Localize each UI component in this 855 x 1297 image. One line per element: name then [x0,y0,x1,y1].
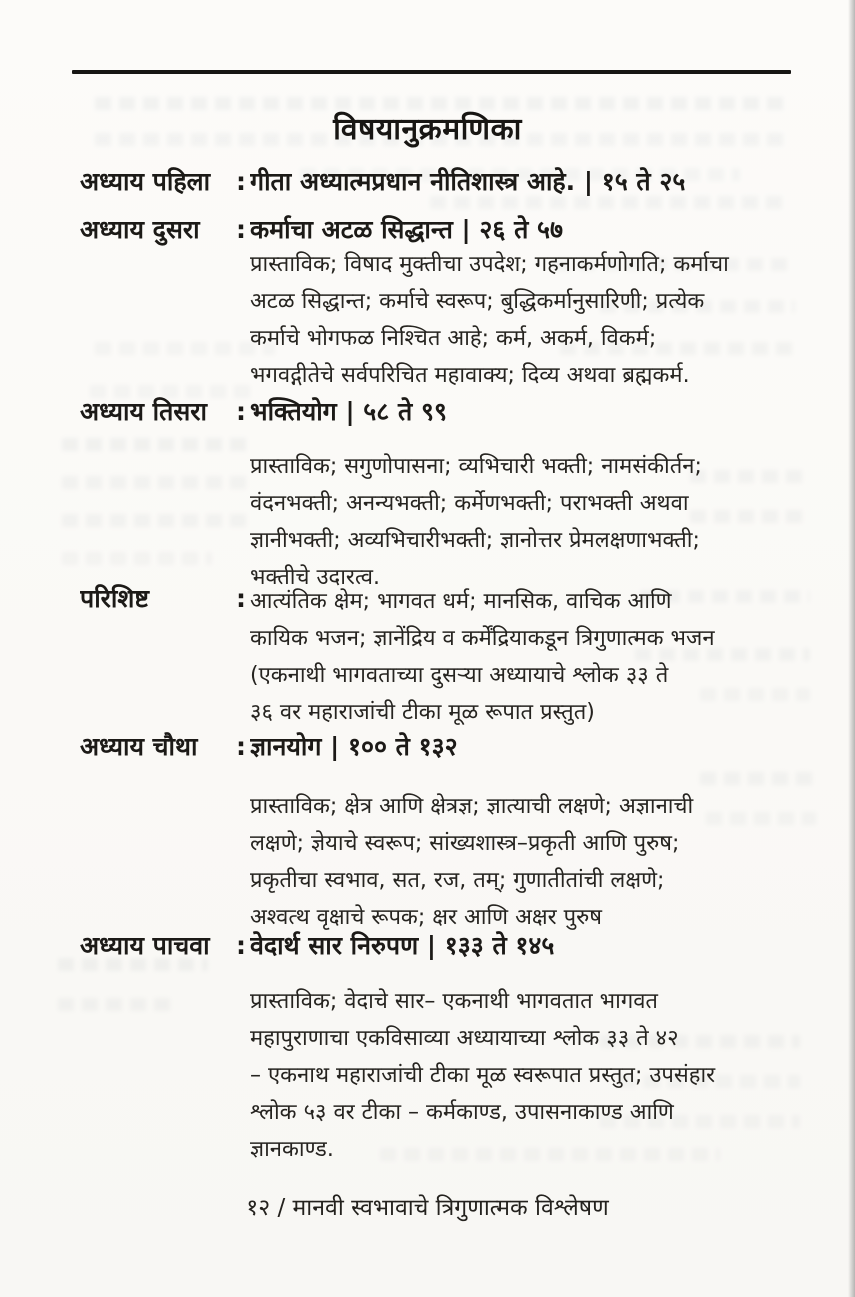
description-line: – एकनाथ महाराजांची टीका मूळ स्वरूपात प्रस्तुत; उपसंहार [250,1063,716,1088]
chapter-label: अध्याय तिसरा [80,397,208,426]
toc-entry-chapter-2 [80,214,783,394]
description-line: प्रकृतीचा स्वभाव, सत, रज, तम्; गुणातीतांची लक्षणे; [250,868,665,893]
toc-entry-chapter-3 [80,396,783,596]
colon-separator: : [236,732,246,761]
entry-content [250,396,783,596]
appendix-label: परिशिष्ट [80,584,149,613]
toc-entry-appendix [80,583,783,731]
entry-content [250,930,783,1168]
header-rule [72,70,791,74]
entry-content [250,166,783,198]
entry-content [250,583,783,731]
colon-separator: : [236,397,246,426]
description-line: लक्षणे; ज्ञेयाचे स्वरूप; सांख्यशास्त्र–प्रकृती आणि पुरुष; [250,831,680,856]
description-line: कर्माचे भोगफळ निश्चित आहे; कर्म, अकर्म, विकर्म; [250,326,657,351]
chapter-label: अध्याय पहिला [80,167,211,196]
chapter-title: भक्तियोग | ५८ ते ९९ [250,397,447,426]
colon-separator: : [236,584,246,613]
entry-content [250,731,783,936]
colon-separator: : [236,167,246,196]
description-line: वंदनभक्ती; अनन्यभक्ती; कर्मेणभक्ती; पराभक्ती अथवा [250,491,689,516]
description-line: ३६ वर महाराजांची टीका मूळ रूपात प्रस्तुत) [250,700,595,725]
appendix-description [250,583,783,731]
chapter-label: अध्याय चौथा [80,732,198,761]
chapter-description [250,983,783,1168]
chapter-description [250,246,783,394]
description-line: अश्वत्थ वृक्षाचे रूपक; क्षर आणि अक्षर पुरुष [250,905,603,930]
description-line: प्रास्ताविक; क्षेत्र आणि क्षेत्रज्ञ; ज्ञात्याची लक्षणे; अज्ञानाची [250,794,694,819]
description-line: कायिक भजन; ज्ञानेंद्रिय व कर्मेंद्रियाकडून त्रिगुणात्मक भजन [250,626,715,651]
entry-content [250,214,783,394]
page-edge-shadow [848,0,855,1297]
colon-separator: : [236,931,246,960]
chapter-description [250,788,783,936]
toc-entry-chapter-4 [80,731,783,936]
chapter-label: अध्याय दुसरा [80,215,200,244]
chapter-title: कर्माचा अटळ सिद्धान्त | २६ ते ५७ [250,215,564,244]
chapter-title: वेदार्थ सार निरुपण | १३३ ते १४५ [250,931,555,960]
toc-entry-chapter-1 [80,166,783,198]
description-line: प्रास्ताविक; विषाद मुक्तीचा उपदेश; गहनाकर्मणोगति; कर्माचा [250,252,729,277]
description-line: प्रास्ताविक; वेदाचे सार– एकनाथी भागवतात भागवत [250,989,658,1014]
description-line: प्रास्ताविक; सगुणोपासना; व्यभिचारी भक्ती; नामसंकीर्तन; [250,454,702,479]
description-line: ज्ञानकाण्ड. [250,1137,334,1162]
page-title: विषयानुक्रमणिका [333,112,522,148]
description-line: भगवद्गीतेचे सर्वपरिचित महावाक्य; दिव्य अथवा ब्रह्मकर्म. [250,363,690,388]
chapter-title: गीता अध्यात्मप्रधान नीतिशास्त्र आहे. | १५ ते २५ [250,167,686,196]
page-number-footer: १२ / मानवी स्वभावाचे त्रिगुणात्मक विश्लेषण [246,1195,609,1221]
colon-separator: : [236,215,246,244]
chapter-title: ज्ञानयोग | १०० ते १३२ [250,732,458,761]
chapter-label: अध्याय पाचवा [80,931,210,960]
description-line: आत्यंतिक क्षेम; भागवत धर्म; मानसिक, वाचिक आणि [250,589,672,614]
chapter-description [250,448,783,596]
description-line: महापुराणाचा एकविसाव्या अध्यायाच्या श्लोक ३३ ते ४२ [250,1026,679,1051]
description-line: (एकनाथी भागवताच्या दुसऱ्या अध्यायाचे श्लोक ३३ ते [250,663,669,688]
description-line: ज्ञानीभक्ती; अव्यभिचारीभक्ती; ज्ञानोत्तर प्रेमलक्षणाभक्ती; [250,528,700,553]
toc-entry-chapter-5 [80,930,783,1168]
description-line: अटळ सिद्धान्त; कर्माचे स्वरूप; बुद्धिकर्मानुसारिणी; प्रत्येक [250,289,705,314]
description-line: श्लोक ५३ वर टीका – कर्मकाण्ड, उपासनाकाण्ड आणि [250,1100,674,1125]
description-line: भक्तीचे उदारत्व. [250,565,380,590]
